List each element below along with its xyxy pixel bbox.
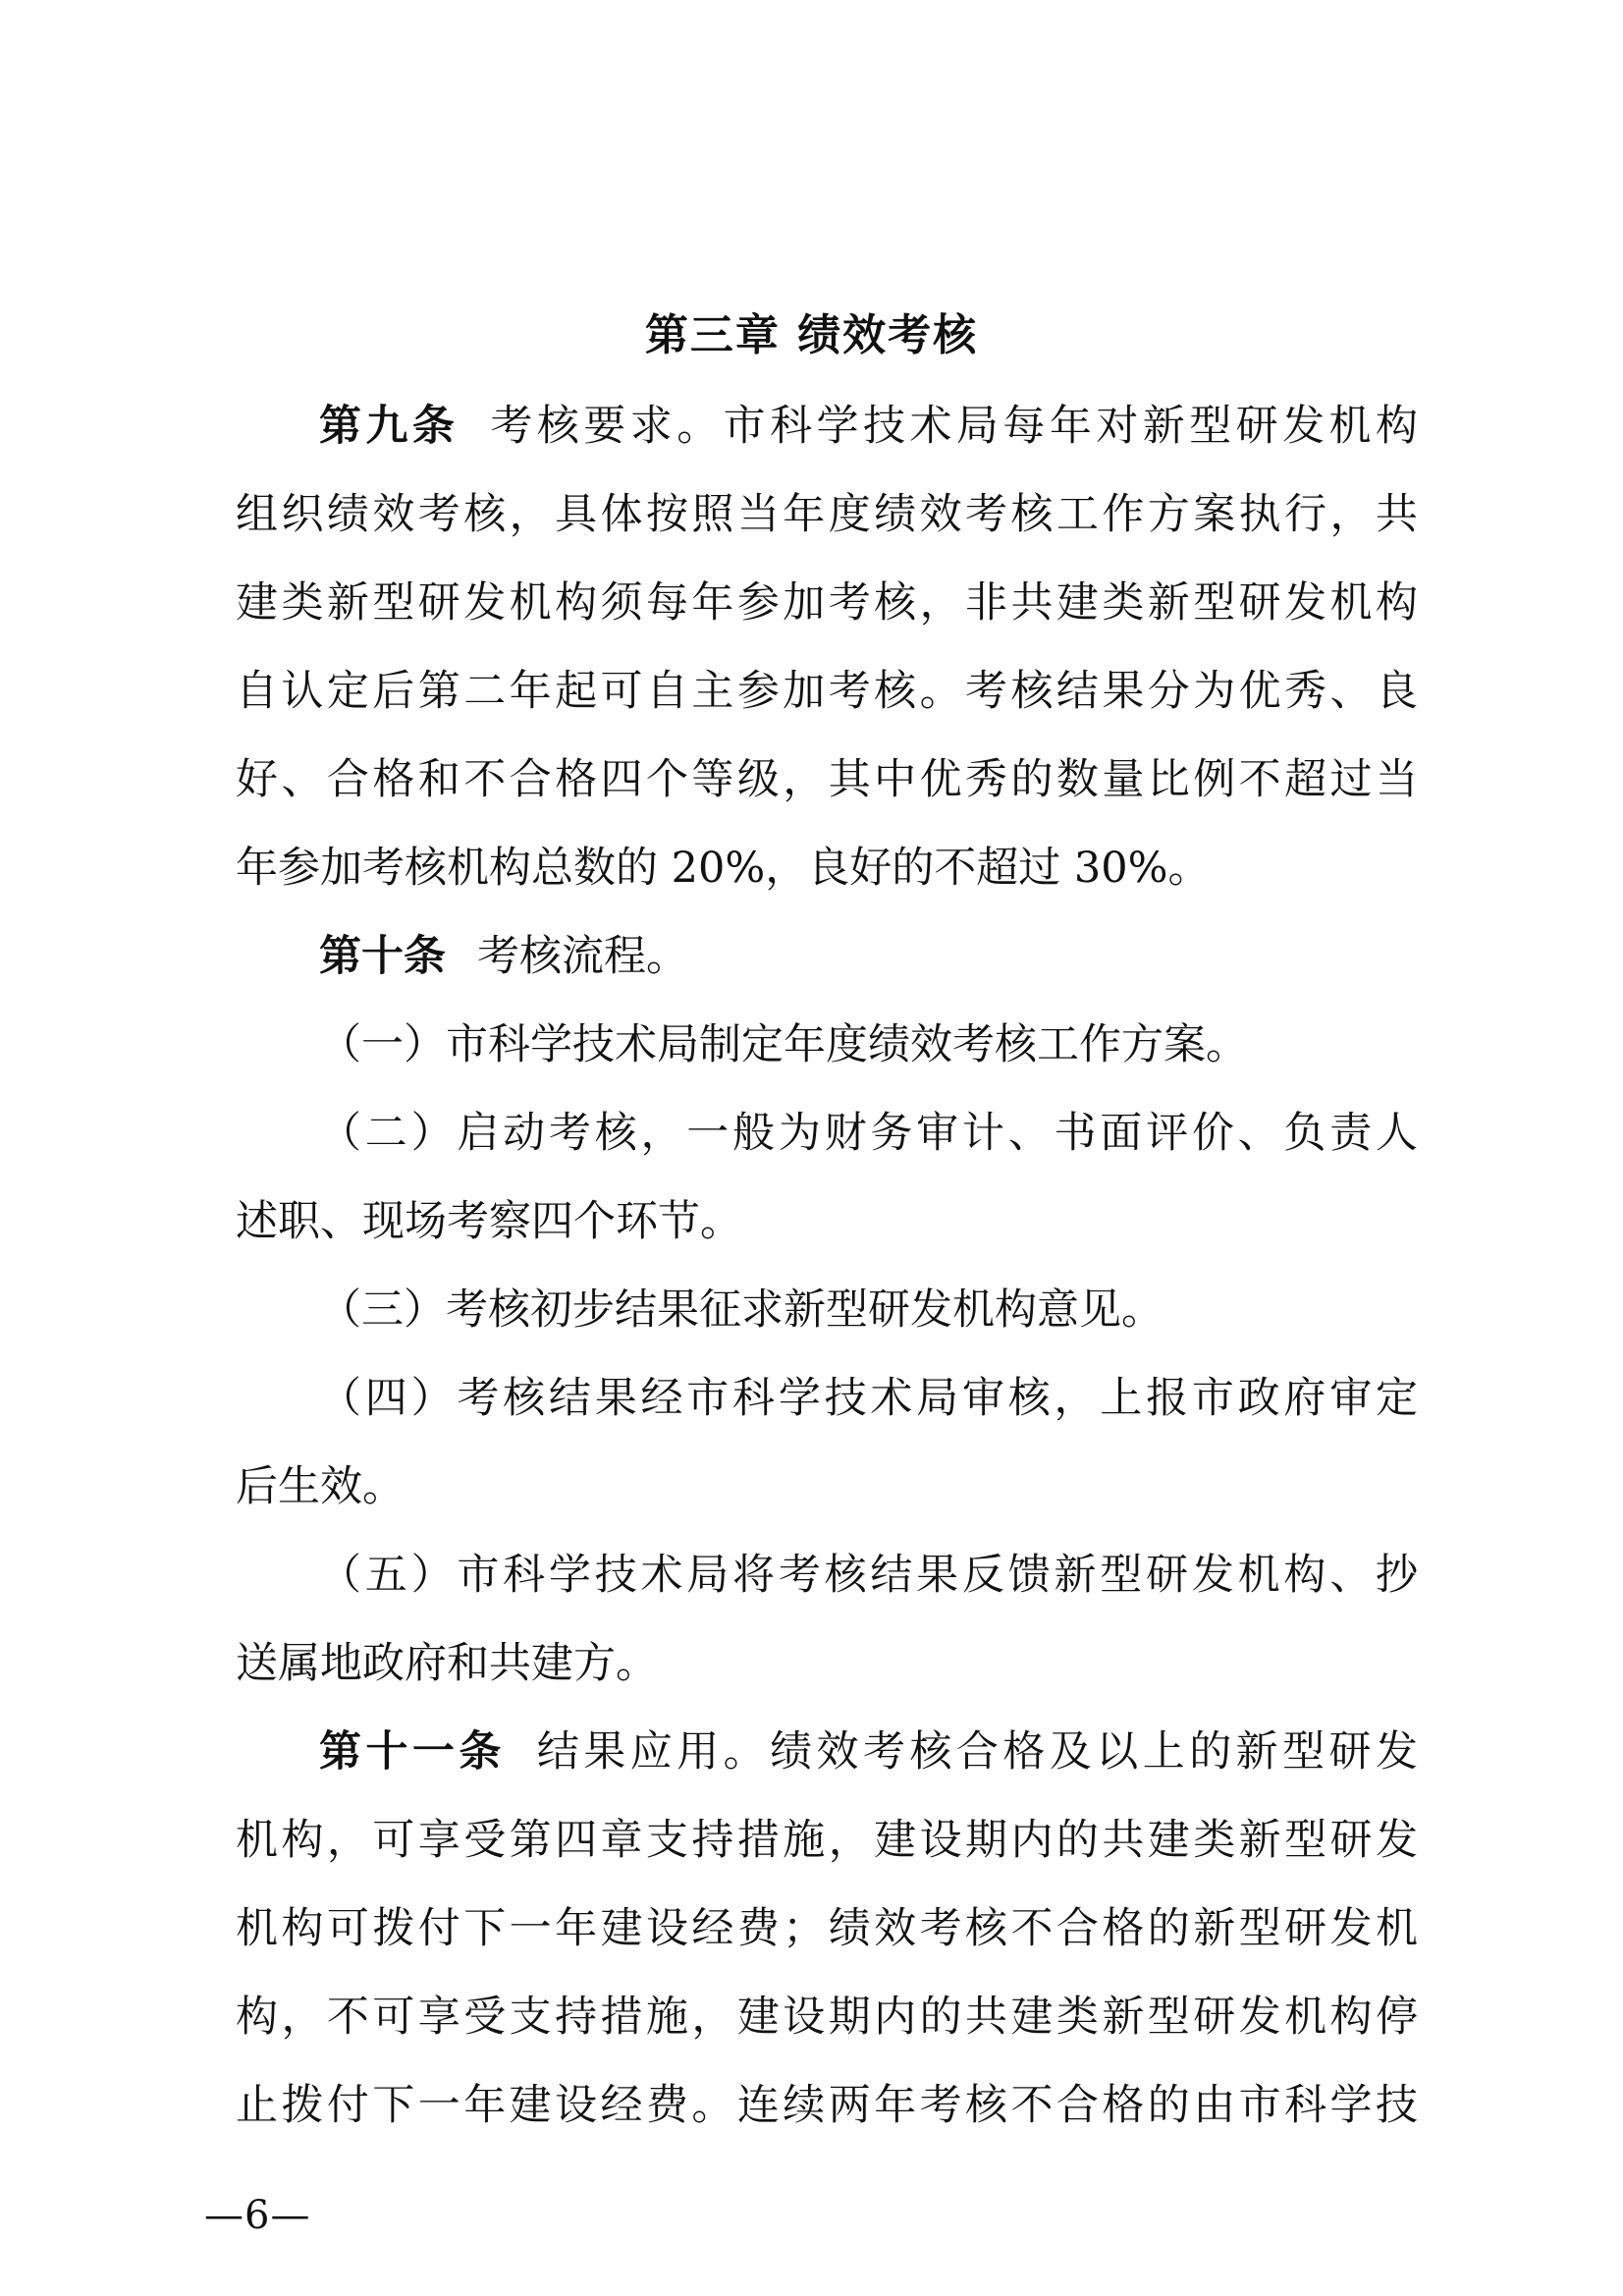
article-9-line-4: 自认定后第二年起可自主参加考核。考核结果分为优秀、良 xyxy=(236,667,1418,716)
article-10-item-2-line-2: 述职、现场考察四个环节。 xyxy=(236,1197,742,1246)
article-11-line-1 xyxy=(319,1722,1418,1781)
article-9-line-3: 建类新型研发机构须每年参加考核，非共建类新型研发机构 xyxy=(236,578,1418,628)
page-number: —6— xyxy=(204,2193,311,2238)
article-9-line-1 xyxy=(319,397,1418,456)
article-10-item-2-line-1: （二）启动考核，一般为财务审计、书面评价、负责人 xyxy=(319,1109,1418,1158)
article-10-item-4-line-2: 后生效。 xyxy=(236,1462,405,1511)
article-10-item-5-line-2: 送属地政府和共建方。 xyxy=(236,1639,658,1688)
article-9-line-5: 好、合格和不合格四个等级，其中优秀的数量比例不超过当 xyxy=(236,755,1418,804)
article-11-line-3: 机构可拨付下一年建设经费；绩效考核不合格的新型研发机 xyxy=(236,1904,1418,1953)
article-10-item-1: （一）市科学技术局制定年度绩效考核工作方案。 xyxy=(319,1020,1248,1069)
article-9-text: 考核要求。市科学技术局每年对新型研发机构 xyxy=(490,402,1419,451)
article-10-label: 第十条 xyxy=(319,932,446,981)
article-11-line-5: 止拨付下一年建设经费。连续两年考核不合格的由市科学技 xyxy=(236,2081,1418,2130)
article-9-line-6: 年参加考核机构总数的 20%，良好的不超过 30%。 xyxy=(236,844,1211,893)
article-10-item-5-line-1: （五）市科学技术局将考核结果反馈新型研发机构、抄 xyxy=(319,1551,1418,1600)
article-11-line-4: 构，不可享受支持措施，建设期内的共建类新型研发机构停 xyxy=(236,1993,1418,2042)
chapter-title: 第三章 绩效考核 xyxy=(644,310,979,360)
article-11-line-2: 机构，可享受第四章支持措施，建设期内的共建类新型研发 xyxy=(236,1816,1418,1865)
article-10-line-1 xyxy=(319,927,1418,986)
article-10-item-3: （三）考核初步结果征求新型研发机构意见。 xyxy=(319,1285,1163,1335)
article-10-item-4-line-1: （四）考核结果经市科学技术局审核，上报市政府审定 xyxy=(319,1374,1418,1423)
article-11-label: 第十一条 xyxy=(319,1727,506,1777)
article-9-label: 第九条 xyxy=(319,402,460,451)
article-9-line-2: 组织绩效考核，具体按照当年度绩效考核工作方案执行，共 xyxy=(236,490,1418,539)
article-10-text: 考核流程。 xyxy=(477,932,688,981)
article-11-text: 结果应用。绩效考核合格及以上的新型研发 xyxy=(536,1727,1419,1777)
